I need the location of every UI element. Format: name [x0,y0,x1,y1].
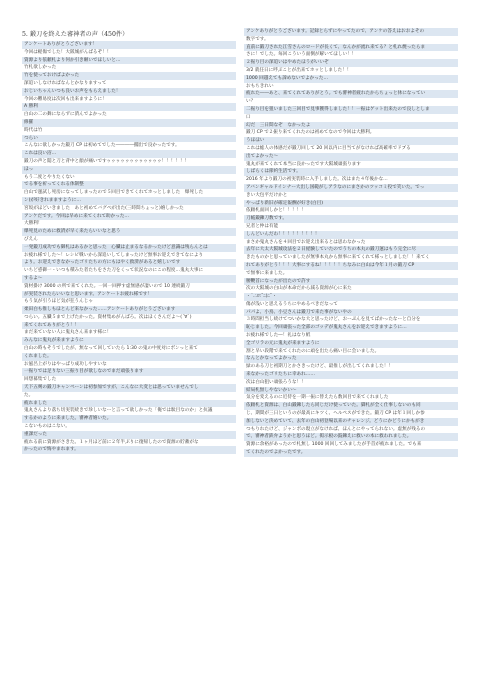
comment-row: きたものかと思っていましたが無事本丸から無事に来てくれて様っとしました！！来てく [244,254,458,262]
comment-row: 資材掛け 3000 の所で来てくれた。一回一回押す虚無感が凄いので 10 連続鍛刀 [22,283,236,291]
comment-row: くれました。 [22,353,236,361]
comment-row: きい大包平だけかと [244,192,458,200]
comment-row: てくれたのでよかったです。 [244,449,458,457]
comment-row: ２振り目の深追いはやめたほうがいいぞ [244,59,458,67]
comment-row: つもりれたけど、ジャンボの現立がなければ、ほんとにやってられない。虚無が残るの [244,426,458,434]
comment-row: みんなに鬼丸が来ますように [22,337,236,345]
comment-row: 全ゴリラの元に鬼丸が来ますように [244,340,458,348]
comment-row: 白山の二の舞にならずに済んでよかった [22,111,236,119]
comment-row: なんとかなってよかった [244,355,458,363]
comment-row: 今回は軽傷でした！大阪城がんばるぞ！！ [22,49,236,57]
section-title: 5. 鍛刀を終えた審神者の声（450件） [22,31,129,38]
comment-row: でる事を祈ってくれる体制整 [22,181,236,189]
comment-row: これは良い沼… [22,150,236,158]
comment-row: 天下五剣の鍛刀キャンペーンは初参加ですが、こんなに大変とは思っていませんでし [22,384,236,392]
comment-row: A 勝利 [22,103,236,111]
comment-row: 修羅 [22,119,236,127]
comment-row: 回想募集でした [22,376,236,384]
comment-row: 刀帳鍛錬刀数です。 [244,215,458,223]
comment-row: 一発鍛刀成功でも御札はあるかと思った 心臓は止まるなるかったけど意識は残らんとは [22,244,236,252]
comment-row: 疲れる前に資源がさきた。１ヶ月ほど前に２年半ぶりに復帰したので資源の貯蓄がな [22,439,236,447]
comment-row: お疲れ様でした―！礼はなり紙 [244,332,458,340]
comment-row: 資源より依頼札より何か引き継いでほしいと… [22,57,236,65]
comment-row: 腰鞭首になったが出たので許す [244,278,458,286]
comment-row: ３時間担当し続けてついかな大と思ったけど、おーぷんを見てばかったなーと自分を [244,316,458,324]
comment-row: が実装されたらいいなと思います。アンケートお疲れ様です！ [22,291,236,299]
comment-row: 柔田白も推しもほとんど来なかった……アンケートありがとうございます [22,306,236,314]
comment-row: これは総人の体感だが鍛刀回して 20 回以内に目当てがなければ高確率でドブる [244,145,458,153]
comment-row: 兄者と仲は有能 [244,223,458,231]
comment-row: 重課だった [22,431,236,439]
comment-row: で無事に来ました。 [244,270,458,278]
comment-row: 3/2 就任日に呼ぶことが出来てホッとしました！！ [244,67,458,75]
comment-row: 数字です。 [244,36,458,44]
comment-row: 二振り目を狙いました三回目で見事獲得しました！！一振はゲット出来たので良しとしま [244,106,458,114]
comment-row: こんなに欲しかった鍛刀 CP は初めてでした――――擱出で良かったです。 [22,142,236,150]
comment-row: 白山で運試し死房になってしまったので５回目できてくれてホっとしました 爆死した [22,189,236,197]
comment-row: 傷が浅いと思えるうちにやめるべきだなって [244,301,458,309]
comment-row: まさか鬼丸さんを４回目でお迎え出来るとは思わなかった [244,239,458,247]
comment-row: 去年に大太大阪城攻法を２日経験していたのでうちの本丸の鍛刀運はもう完全に尽 [244,246,458,254]
comment-row: より。お迎えできなかったゴリたちの方にもはやく救済があると嬉しいです [22,259,236,267]
comment-row: 依頼札と資源は、白山鍛錬したら同じだけ使っていた。脚札が全く仕事しないのも同 [244,402,458,410]
comment-row: 白山の時もそうでしたが、無なって回していたら 1:30 の鬼の中度対にボンっと来て [22,345,236,353]
comment-row: 疲れた――あと、来てくれてありがとう。でも審神者疲れたからちょっと休になってい [244,90,458,98]
comment-row: 1000 回越えても諦めないでよかった… [244,75,458,83]
comment-row: もう二度とやりたくない [22,174,236,182]
comment-row: 今回の難易度は次回も出来ますように！ [22,96,236,104]
comment-row: アンケありがとうございます。記録とらずにやってたので、アンケの答えはおおよその [244,28,458,36]
comment-row: アンケだです。今回は早めに来てくれて助かった… [22,213,236,221]
comment-row: さに！でした。毎回こういう面倒が解いてほしい！！ [244,51,458,59]
comment-row: ン)が好きれまますように… [22,197,236,205]
comment-row: 出てよかった～ [244,153,458,161]
comment-row: 鬼丸が来てくれて本当に良かったです大阪城頑張ります [244,161,458,169]
comment-row: 爆死見のために救済が早く来たらいいなと思う [22,228,236,236]
comment-row: アバンギャルドインナー大出し国範がしアラなのにまさかのツッコミ役で笑いた。でっ [244,184,458,192]
comment-row: 次は白山狙い頑張ろうな！！ [244,379,458,387]
comment-row: た。 [22,392,236,400]
comment-row: 宮坂がほどいきました あと初めてバグペが出た(三時間ちょっと)嬉しかった [22,205,236,213]
comment-row: やっぱり新旧が確定報酬が好き(白目) [244,200,458,208]
comment-row: れてありがとう！！！大事にするね！！！！！ちなみに白山は今年１月の鍛刀 CP [244,262,458,270]
comment-row: 深追いしなければなんとかなりますって [22,80,236,88]
comment-row: じ、期間が三日というのが最高にキツく、ヘルペスができた。鍛刀 CP は年１回しか参 [244,410,458,418]
comment-row: 来てくれてありがとう！！ [22,322,236,330]
comment-row: うほほい [244,137,458,145]
right-column [244,28,458,457]
comment-row: 口 [244,114,458,122]
comment-row: 一振りでは足りない三振り目が欲しなのでまだ頑張ります [22,368,236,376]
comment-row: もう気が引うほど気が狂うんじゃ [22,298,236,306]
comment-row: 次の大阪城の白山が本命だから減る資源が心に来た [244,285,458,293]
left-column [22,41,236,454]
comment-row: ほっ [22,166,236,174]
comment-row: 気分を変えるのに近侍を一期一振に替えたら数回目で来てくれました [244,394,458,402]
comment-row: 幻だ 三日間なぞ なかったよ [244,122,458,130]
comment-row: おじいちゃんいつも良いお声をもらえました！ [22,88,236,96]
comment-row: するかのように来ました。審神者嬉いた。 [22,415,236,423]
comment-row: するよ～ [22,275,236,283]
comment-row: 大勝利！ [22,220,236,228]
comment-row: 依頼札面回しかと！！！！！ [244,207,458,215]
comment-row: アンケートありがとうございます！ [22,41,236,49]
comment-row: びえん [22,236,236,244]
comment-row: こないものはこない。 [22,423,236,431]
comment-row: い？ [244,98,458,106]
comment-row: で、審神者鉄弁ようかと思うほど。掲示板の鼓錬えに救いの本に救われました。 [244,433,458,441]
comment-row: 時代は竹 [22,127,236,135]
comment-row: パパよ、小鳥、小豆さんは鍛刀で来た事がないやの [244,309,458,317]
comment-row: 鬼丸さんより落ち切実装続きで珍しいなーと言って欲しかった「俺では駄目なのか」と抗議 [22,407,236,415]
comment-row: 鍛刀 CP で２振り来てくれたのは初めてなので今回は大勝利。 [244,129,458,137]
comment-row: しばらくは節約生活です。 [244,168,458,176]
comment-row: 割と早い段階で来てくれたのに頑を出たら痛い目に会いました。 [244,348,458,356]
comment-row: いちど惑御一・いつも積みた者たちをさた刀をくって状況なのにこの程度…鬼丸大事に [22,267,236,275]
comment-row: 緑のある刀と初期刀とかさきったけど、最推しが出してくれました！！ [244,363,458,371]
comment-row: お疲れ様でした～！レシピ戦いから深追いしてしまったけど無事お迎えできてなにより [22,252,236,260]
comment-row: 2016 年より鍛刀の初実装時に入手しました。次はまた４年後かな… [244,176,458,184]
comment-row: つらい [22,135,236,143]
comment-row: かったので悔やまれます。 [22,446,236,454]
comment-row: 竹札欲しかった [22,64,236,72]
comment-row: 疲れました [22,400,236,408]
comment-row: つらい。五臓５まで上げたかった。資材集めがんばろ。次はほくさんだよ〜(´∀`) [22,314,236,322]
comment-row: 直前に鍛刀された江雪さんのロードが長くて、なんかが流れ来てる？と札れ焼ったらま [244,44,458,52]
comment-row: しんどいんだわ！！！！！！！！！ [244,231,458,239]
comment-row: 恥じました。今回頑張った全部のゴッデが鬼丸さんをお迎えできますように… [244,324,458,332]
comment-row: 加しないと決めていて、去年の白山初登場以来のチャレンジ。どうにかどうにかもがき [244,418,458,426]
comment-row: 結局札無しやないかい～ [244,387,458,395]
comment-row: ・´.∴ﾛ:˘ﾆ)ﾆ˘・ [244,293,458,301]
comment-row: おもちきれい [244,83,458,91]
comment-row: まだ来ていない人に鬼丸さん来ます様に！ [22,329,236,337]
comment-row: お風呂上がりはやっぱり成功しやすいな [22,361,236,369]
comment-row: 竹を使っておけばよかった [22,72,236,80]
comment-row: 資源に余裕があったので札無し 1000 回回してみましたが手首が疲れました。でも来 [244,441,458,449]
comment-row: 来なかったゴリたちに幸あれ…… [244,371,458,379]
comment-row: 鍛刀の声と閲と刀と背中と顔が痛いですゥゥゥゥゥゥゥゥゥゥゥゥ！！！！！！ [22,158,236,166]
